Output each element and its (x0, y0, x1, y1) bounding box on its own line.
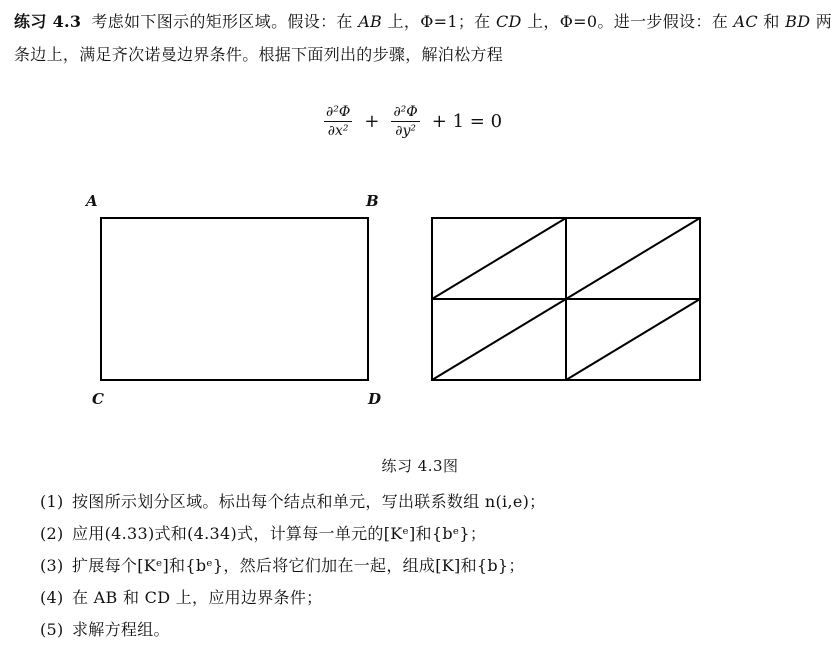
fraction-numerator: ∂²Φ (326, 103, 351, 120)
step-text: 扩展每个[Kᵉ]和{bᵉ}，然后将它们加在一起，组成[K]和{b}； (72, 556, 525, 575)
step-number: (4) (40, 588, 64, 607)
step-item (40, 518, 830, 550)
corner-label-c: C (92, 390, 104, 408)
statement-text-5: 两条边上，满足齐次诺曼边界条件。根据下面列出的步骤，解泊松方程 (14, 12, 833, 64)
fraction-numerator: ∂²Φ (393, 103, 418, 120)
edge-ab-label: AB (358, 12, 383, 31)
step-item (40, 614, 830, 646)
exercise-label: 练习 4.3 (14, 12, 82, 31)
fraction-d2phi-dx2 (324, 104, 352, 139)
equation-tail: + 1 = 0 (431, 110, 503, 132)
domain-rectangle (101, 218, 368, 380)
step-text: 按图所示划分区域。标出每个结点和单元，写出联系数组 n(i,e)； (72, 492, 546, 511)
mesh-diagonal (566, 299, 700, 380)
step-item (40, 582, 830, 614)
statement-text-3: 上，Φ=0。进一步假设：在 (527, 12, 729, 31)
figure-drawing (0, 180, 840, 420)
statement-text-1: 考虑如下图示的矩形区域。假设：在 (91, 12, 353, 31)
poisson-equation (320, 96, 510, 146)
corner-label-b: B (366, 192, 379, 210)
mesh-diagonal (432, 218, 566, 299)
figure-exercise-4-3 (0, 180, 840, 420)
plus-sign: + (364, 110, 380, 132)
edge-cd-label: CD (495, 12, 522, 31)
mesh-diagonal (432, 299, 566, 380)
step-item (40, 550, 830, 582)
step-number: (1) (40, 492, 64, 511)
step-number: (5) (40, 620, 64, 639)
fraction-denominator: ∂y² (395, 122, 416, 139)
step-number: (2) (40, 524, 64, 543)
step-text: 求解方程组。 (72, 620, 170, 639)
edge-ac-label: AC (733, 12, 758, 31)
fraction-denominator: ∂x² (327, 122, 349, 139)
step-text: 在 AB 和 CD 上，应用边界条件； (72, 588, 323, 607)
step-text: 应用(4.33)式和(4.34)式，计算每一单元的[Kᵉ]和{bᵉ}； (72, 524, 487, 543)
corner-label-d: D (368, 390, 382, 408)
figure-caption: 练习 4.3图 (381, 457, 459, 475)
step-number: (3) (40, 556, 64, 575)
edge-bd-label: BD (785, 12, 811, 31)
finite-element-mesh (432, 218, 700, 380)
statement-text-2: 上，Φ=1；在 (387, 12, 491, 31)
corner-label-a: A (86, 192, 98, 210)
fraction-d2phi-dy2 (391, 104, 419, 139)
exercise-statement (14, 5, 832, 71)
statement-text-4: 和 (763, 12, 780, 31)
step-item (40, 486, 830, 518)
step-list (40, 486, 830, 646)
mesh-diagonal (566, 218, 700, 299)
